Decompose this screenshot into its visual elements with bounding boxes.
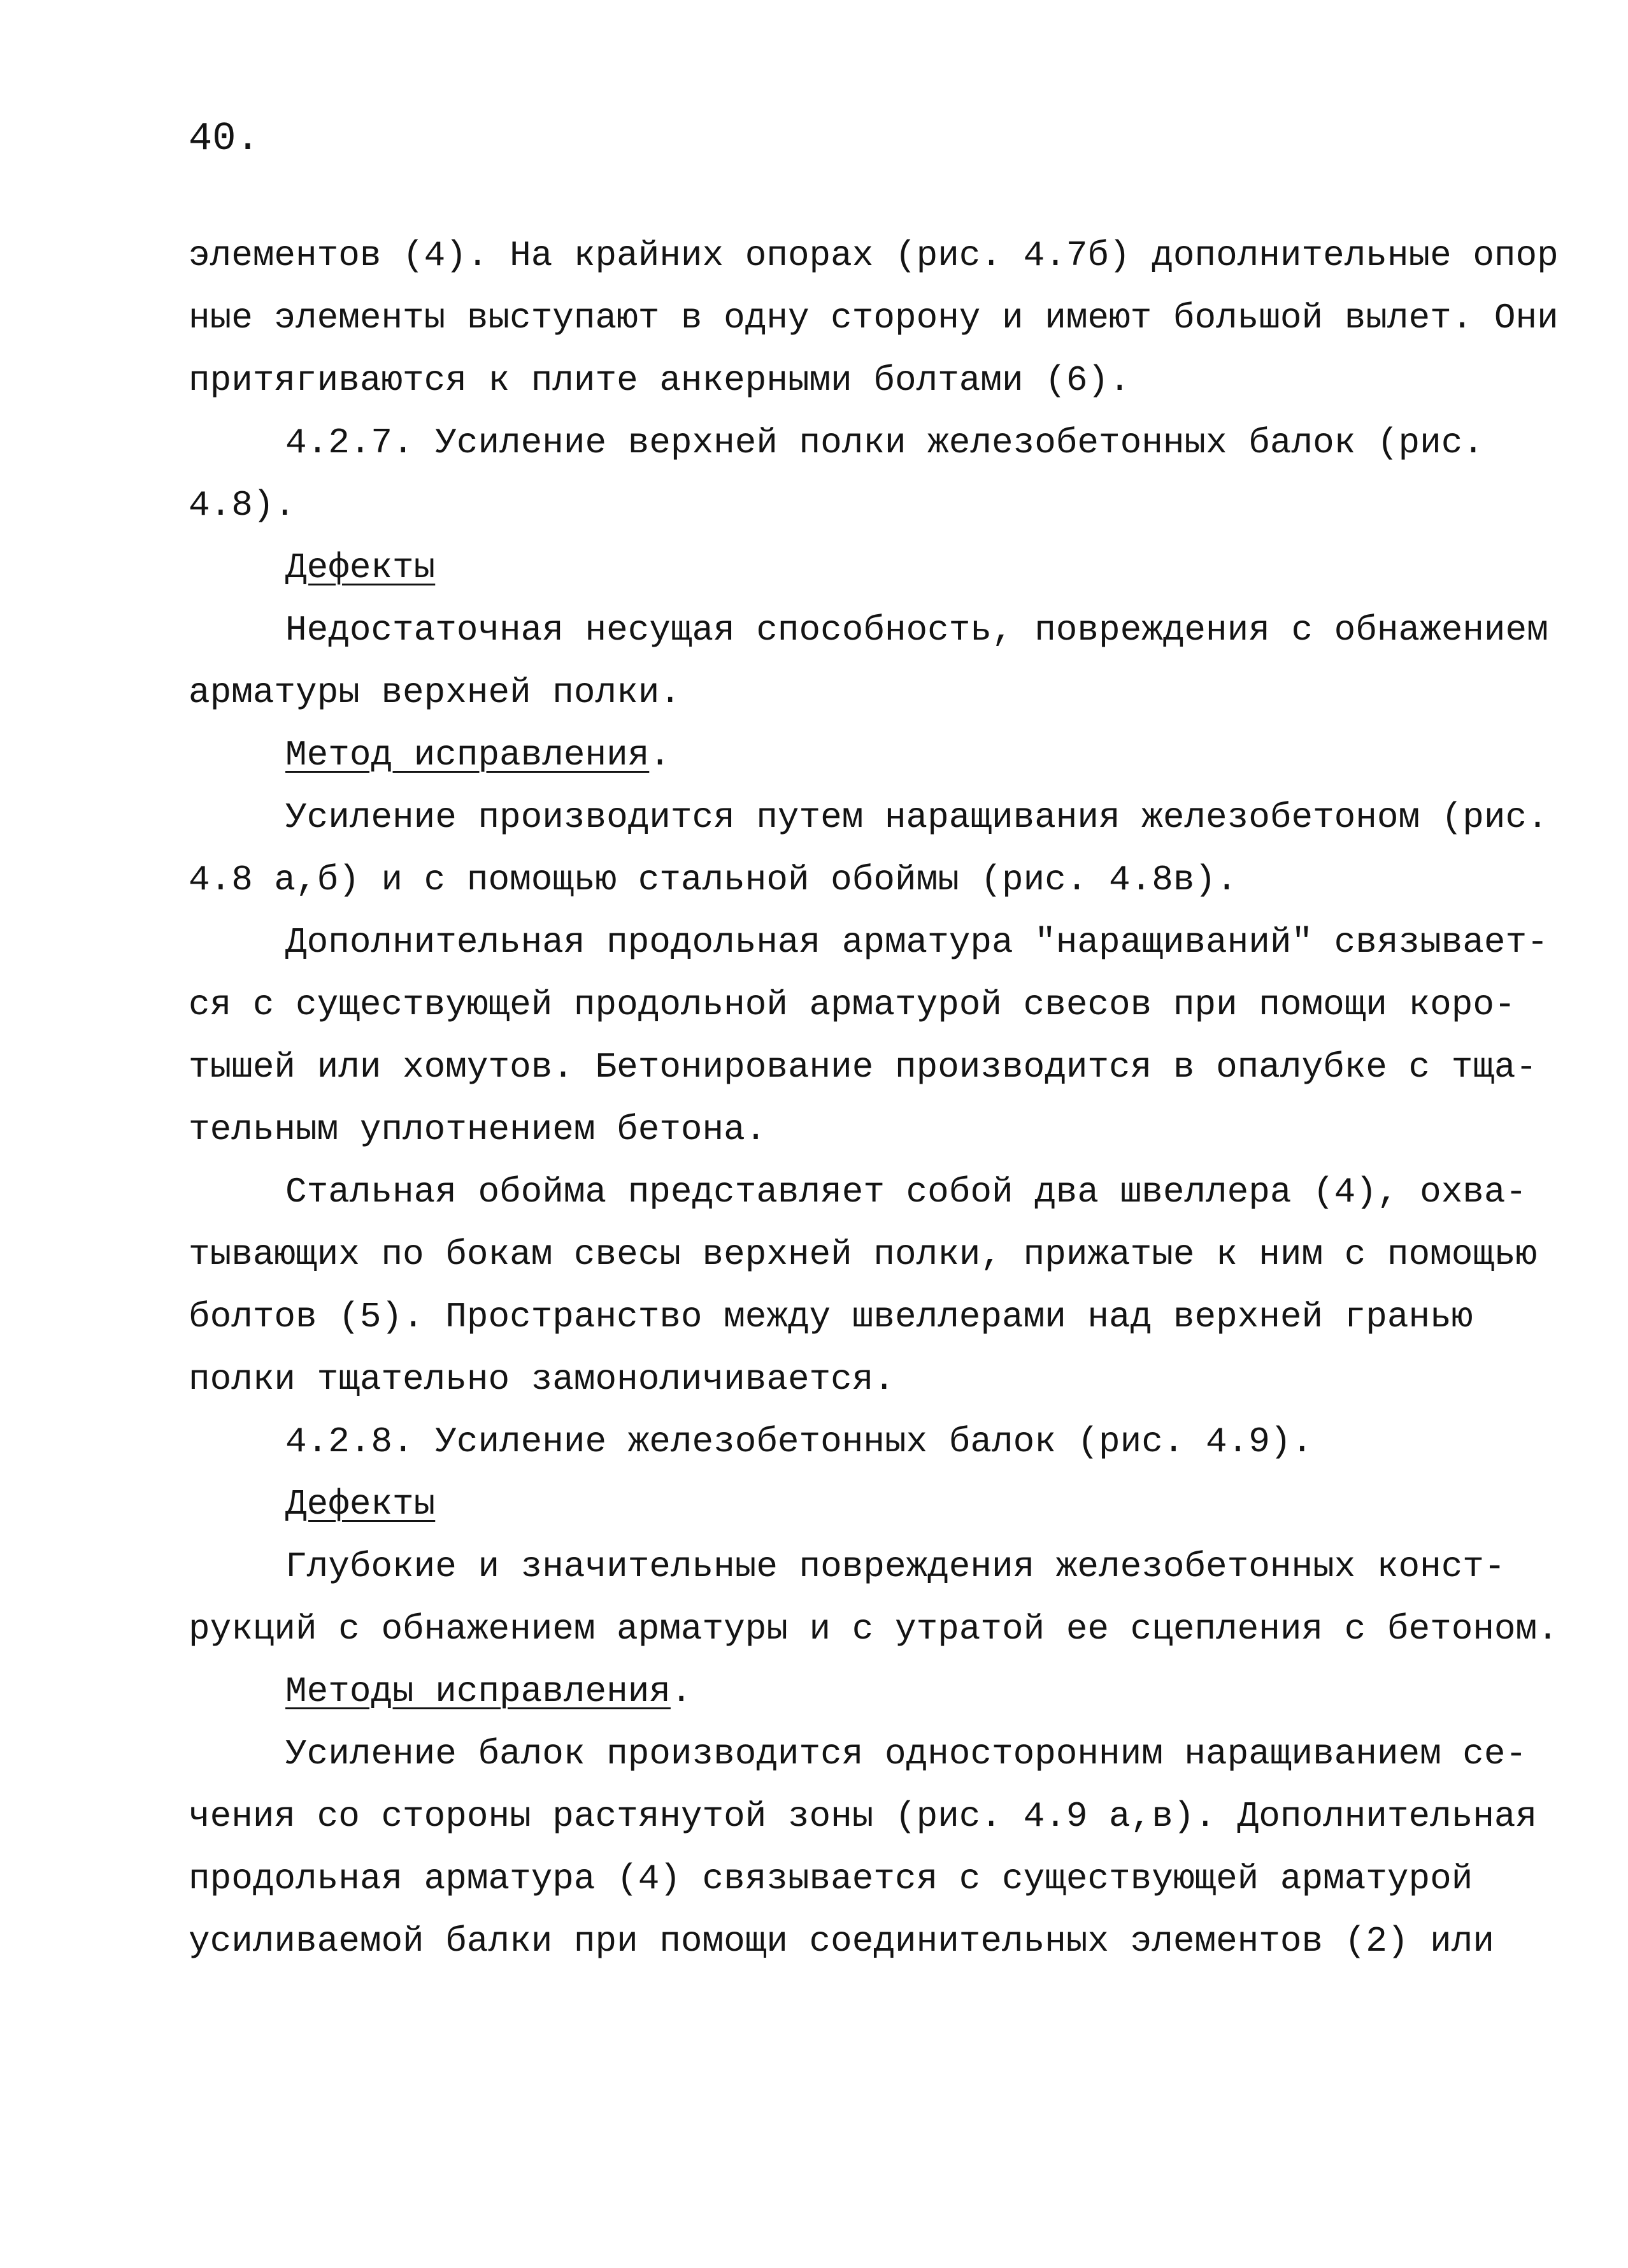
subheading-defects — [189, 536, 1475, 599]
text-line: усиливаемой балки при помощи соединительных элементов (2) или — [189, 1921, 1494, 1962]
text-line: Усиление балок производится односторонним наращиванием се- — [285, 1733, 1527, 1774]
section-heading-4-2-7: 4.2.7. Усиление верхней полки железобетонных балок (рис. — [285, 422, 1484, 463]
text-line: рукций с обнажением арматуры и с утратой ее сцепления с бетоном. — [189, 1609, 1559, 1649]
subheading-method-label: Метод исправления — [285, 735, 650, 775]
subheading-method — [189, 724, 1475, 786]
subheading-defects-label: Дефекты — [285, 547, 436, 588]
text-line: Стальная обойма представляет собой два швеллера (4), охва- — [285, 1172, 1527, 1212]
text-line: продольная арматура (4) связывается с существующей арматурой — [189, 1858, 1473, 1899]
text-line: элементов (4). На крайних опорах (рис. 4.7б) дополнительные опор — [189, 235, 1559, 276]
text-line: тельным уплотнением бетона. — [189, 1109, 767, 1150]
text-line: полки тщательно замоноличивается. — [189, 1359, 895, 1400]
subheading-methods-label: Методы исправления — [285, 1671, 671, 1712]
text-line: Усиление производится путем наращивания железобетоном (рис. — [285, 797, 1548, 838]
body-text — [189, 224, 1559, 1972]
text-line: чения со стороны растянутой зоны (рис. 4.9 а,в). Дополнительная — [189, 1796, 1538, 1837]
text-line: Глубокие и значительные повреждения железобетонных конст- — [285, 1546, 1506, 1587]
subheading-period: . — [649, 735, 671, 775]
text-line: тышей или хомутов. Бетонирование производится в опалубке с тща- — [189, 1047, 1538, 1087]
subheading-defects-label: Дефекты — [285, 1484, 436, 1525]
text-line: 4.8 а,б) и с помощью стальной обоймы (рис. 4.8в). — [189, 859, 1238, 900]
subheading-defects — [189, 1473, 1475, 1535]
text-line: ные элементы выступают в одну сторону и имеют большой вылет. Они — [189, 298, 1559, 338]
text-line: 4.8). — [189, 485, 296, 526]
section-heading-4-2-8: 4.2.8. Усиление железобетонных балок (рис. 4.9). — [285, 1421, 1313, 1462]
text-line: болтов (5). Пространство между швеллерами над верхней гранью — [189, 1296, 1473, 1337]
text-line: ся с существующей продольной арматурой свесов при помощи коро- — [189, 984, 1516, 1025]
text-line: Недостаточная несущая способность, повреждения с обнажением — [285, 610, 1548, 650]
text-line: арматуры верхней полки. — [189, 672, 681, 713]
subheading-period: . — [670, 1671, 692, 1712]
text-line: притягиваются к плите анкерными болтами (6). — [189, 360, 1131, 401]
page-number: 40. — [189, 116, 260, 161]
text-line: тывающих по бокам свесы верхней полки, прижатые к ним с помощью — [189, 1234, 1538, 1275]
text-line: Дополнительная продольная арматура "наращиваний" связывает- — [285, 922, 1548, 963]
subheading-methods — [189, 1660, 1475, 1723]
